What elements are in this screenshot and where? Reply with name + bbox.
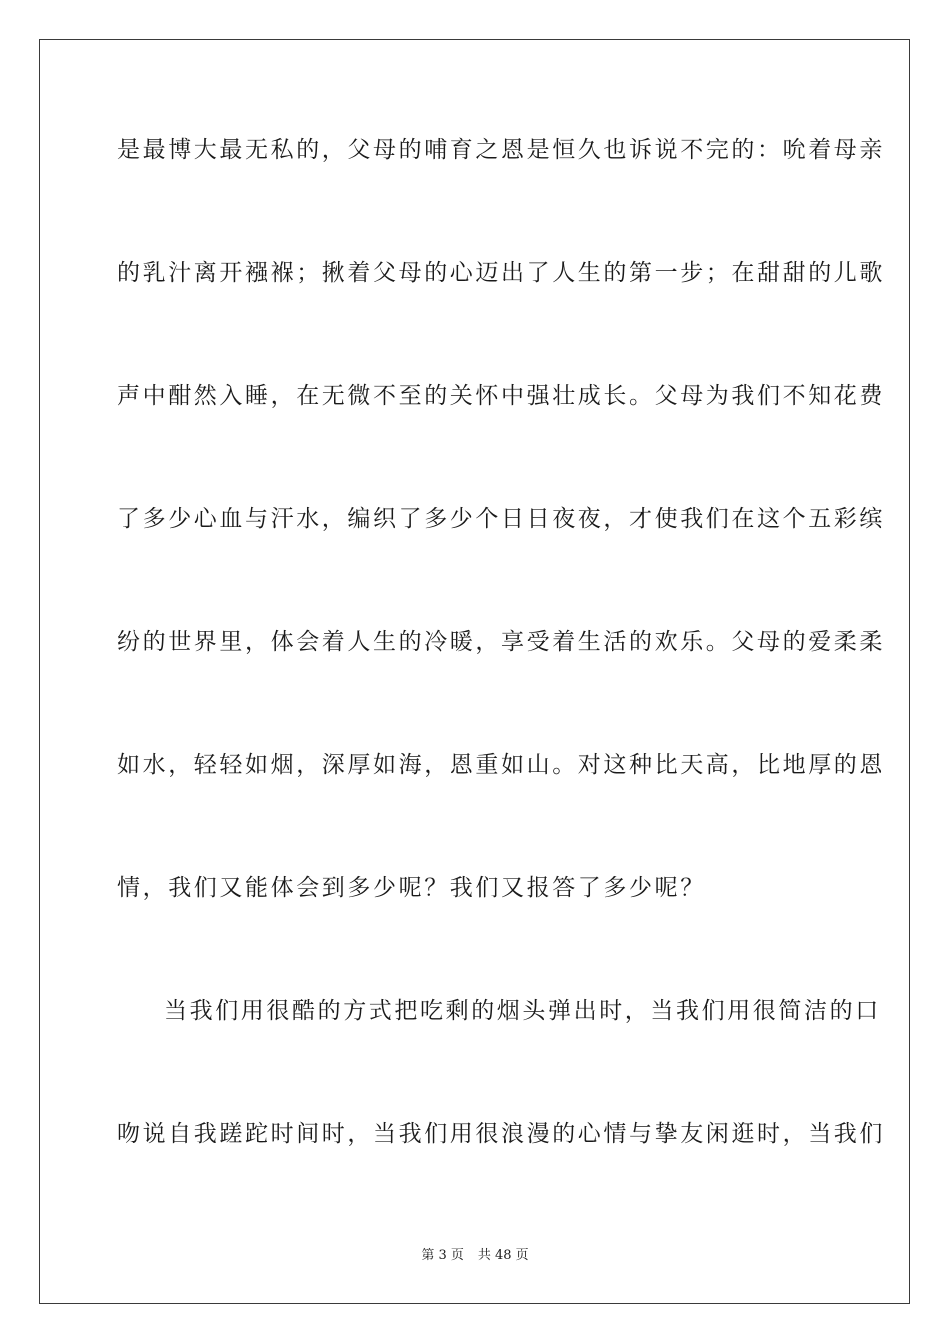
total-pages: 共 48 页: [477, 1248, 529, 1263]
text-line: 吻说自我蹉跎时间时，当我们用很浪漫的心情与挚友闲逛时，当我们: [117, 1121, 885, 1147]
text-line: 情，我们又能体会到多少呢？我们又报答了多少呢？: [117, 875, 706, 901]
text-line: 的乳汁离开襁褓；揪着父母的心迈出了人生的第一步；在甜甜的儿歌: [117, 260, 885, 286]
paragraph-first-line: 当我们用很酷的方式把吃剩的烟头弹出时，当我们用很简洁的口: [164, 998, 881, 1024]
text-line: 了多少心血与汗水，编织了多少个日日夜夜，才使我们在这个五彩缤: [117, 506, 885, 532]
page-border: [39, 39, 910, 1304]
page-number: 第 3 页: [421, 1248, 464, 1263]
text-line: 声中酣然入睡，在无微不至的关怀中强壮成长。父母为我们不知花费: [117, 383, 885, 409]
page-footer: [0, 1247, 950, 1265]
text-line: 纷的世界里，体会着人生的冷暖，享受着生活的欢乐。父母的爱柔柔: [117, 629, 885, 655]
text-line: 是最博大最无私的，父母的哺育之恩是恒久也诉说不完的：吮着母亲: [117, 137, 885, 163]
text-line: 如水，轻轻如烟，深厚如海，恩重如山。对这种比天高，比地厚的恩: [117, 752, 885, 778]
